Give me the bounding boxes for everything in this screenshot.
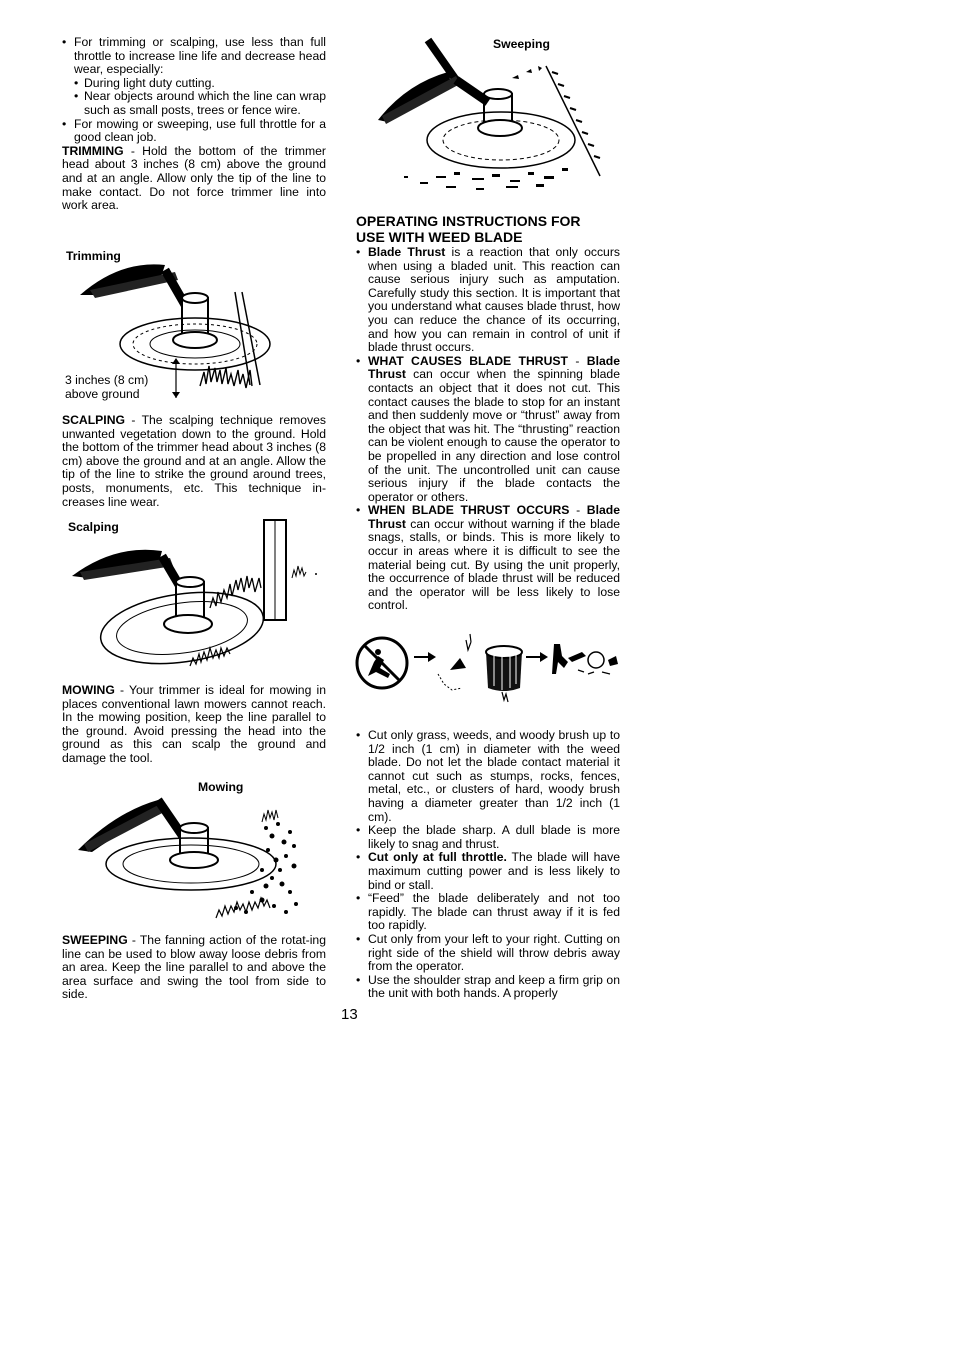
sweeping-paragraph <box>62 934 326 1002</box>
sweeping-figure-label: Sweeping <box>493 37 550 51</box>
trimming-height-note-line2: above ground <box>65 386 140 401</box>
sweeping-heading: SWEEPING <box>62 933 128 947</box>
scalping-paragraph <box>62 414 326 509</box>
blade-thrust-heading: Blade Thrust <box>368 245 446 259</box>
trimming-heading: TRIMMING <box>62 143 124 158</box>
sweeping-block <box>62 934 326 1002</box>
tip-cut-grass: • Cut only grass, weeds, and woody brush up to 1/2 inch (1 cm) in diameter with the weed blade. Do not let the blade contact material it cannot cut such as stumps, rocks, fences, metal, etc., or clusters of hard, woody brush having a diameter greater than 1/2 inch (1 cm). <box>356 729 620 824</box>
what-causes-bold: Blade Thrust <box>368 353 620 382</box>
bullet-throttle-trimming: • For trimming or scalping, use less than full throttle to increase line life and decrease head wear, especially: <box>62 36 326 77</box>
blade-thrust-text: is a reaction that only occurs when using a bladed unit. This reaction can cause serious injury such as amputation. Carefully study this section. It is important that you understand what causes blade thrust, how you can reduce the chance of its occurring, and how you can remain in control of unit if blade thrust occurs. <box>368 245 620 355</box>
page-number: 13 <box>341 1006 358 1023</box>
trimming-figure-label: Trimming <box>66 249 121 263</box>
mowing-figure-label: Mowing <box>198 780 244 794</box>
scalping-illustration <box>70 516 330 676</box>
tip-full-throttle <box>356 851 620 892</box>
blade-thrust-pictogram <box>354 630 620 708</box>
full-throttle-bold: Cut only at full throttle. <box>368 850 507 865</box>
mowing-text: - Your trimmer is ideal for mowing in places conventional lawn mowers cannot reach. In the mowing position, keep the line parallel to the ground. Avoid pressing the head into the ground as this can scalp the ground and damage the tool. <box>62 683 326 765</box>
trimming-height-note <box>65 374 148 401</box>
tip-cut-left-to-right: • Cut only from your left to your right. Cutting on right side of the shield will throw debris away from the operator. <box>356 933 620 974</box>
scalping-heading: SCALPING <box>62 413 125 427</box>
tip-keep-sharp: • Keep the blade sharp. A dull blade is more likely to snag and thrust. <box>356 824 620 851</box>
when-occurs-bold: Blade Thrust <box>368 503 620 531</box>
sub-bullet-near-objects: • Near objects around which the line can wrap such as small posts, trees or fence wire. <box>62 90 326 117</box>
full-throttle-text: The blade will have maximum cutting power and is less likely to bind or stall. <box>368 850 620 892</box>
trimming-text: - Hold the bottom of the trimmer head about 3 inches (8 cm) above the ground and at an angle. Allow only the tip of the line to make contact. Do not force trimmer line into work area. <box>62 143 326 213</box>
trimming-paragraph <box>62 145 326 213</box>
trimming-height-note-line1: 3 inches (8 cm) <box>65 373 149 387</box>
bullet-blade-thrust <box>356 246 620 355</box>
when-occurs-text: can occur without warning if the blade snags, stalls, or binds. This is more likely to occur in areas where it is difficult to see the material being cut. By using the unit properly, the occurrence of blade thrust will be reduced and the operator will be less likely to lose control. <box>368 516 620 613</box>
sub-bullet-light-duty: • During light duty cutting. <box>62 77 326 91</box>
mowing-heading: MOWING <box>62 683 115 697</box>
tip-feed-blade: • “Feed” the blade deliberately and not too rapidly. The blade can thrust away if it is fed too rapidly. <box>356 892 620 933</box>
scalping-figure-label: Scalping <box>68 520 119 534</box>
bullet-when-occurs <box>356 504 620 613</box>
what-causes-dash: - <box>567 353 587 368</box>
when-occurs-heading: WHEN BLADE THRUST OCCURS <box>368 503 570 518</box>
bullet-full-throttle: • For mowing or sweeping, use full throttle for a good clean job. <box>62 118 326 145</box>
section-title <box>356 214 620 245</box>
sweeping-illustration <box>376 36 606 196</box>
mowing-paragraph <box>62 684 326 766</box>
when-occurs-dash: - <box>569 503 587 518</box>
bullet-what-causes <box>356 355 620 505</box>
weed-blade-tips <box>356 729 620 1001</box>
section-title-line1: OPERATING INSTRUCTIONS FOR <box>356 213 581 229</box>
sweeping-text: - The fanning action of the rotat-ing line can be used to blow away loose debris from an area. Keep the line parallel to and above the area surface and swing the tool from side to side. <box>62 933 326 1002</box>
scalping-text: - The scalping technique removes unwanted vegetation down to the ground. Hold the bottom of the trimmer head about 3 inches (8 cm) above the ground and at an angle. Allow the tip of the line to strike the ground around trees, posts, monuments, etc. This technique in-creases line wear. <box>62 413 326 509</box>
tip-shoulder-strap: • Use the shoulder strap and keep a firm grip on the unit with both hands. A properly <box>356 974 620 1001</box>
section-title-line2: USE WITH WEED BLADE <box>356 228 523 245</box>
what-causes-text: can occur when the spinning blade contacts an object that it does not cut. This contact causes the blade to stop for an instant and then suddenly move or “thrust” away from the object that was hit. The “thrusting” reaction can be violent enough to cause the operator to be propelled in any direction and lose control of the unit. The uncontrolled unit can cause serious injury if the blade contacts the operator or others. <box>368 367 620 504</box>
scalping-block <box>62 414 326 509</box>
left-column <box>62 36 326 213</box>
what-causes-heading: WHAT CAUSES BLADE THRUST <box>368 353 568 368</box>
right-column <box>356 214 620 613</box>
mowing-illustration <box>76 772 306 924</box>
mowing-block <box>62 684 326 766</box>
